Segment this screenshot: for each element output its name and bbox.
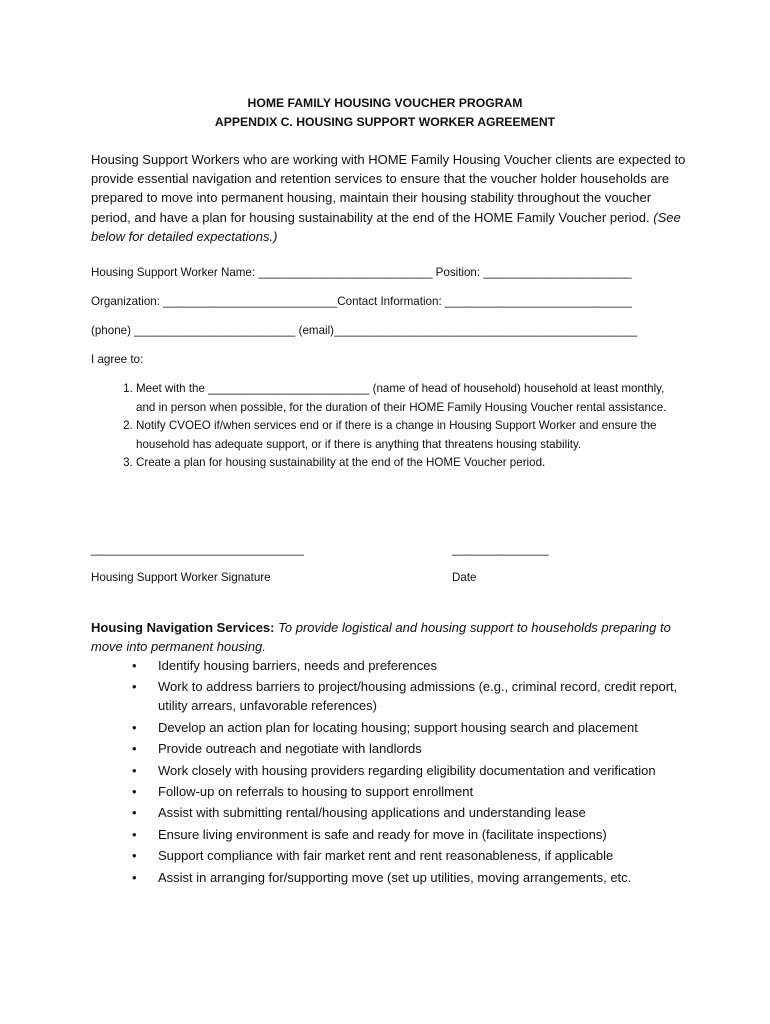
program-title: HOME FAMILY HOUSING VOUCHER PROGRAM [247, 96, 523, 110]
intro-paragraph [91, 150, 691, 246]
navigation-heading-bold: Housing Navigation Services: [91, 620, 275, 635]
agreement-item-1: 1. Meet with the _________________________ (name of head of household) household at least monthly, and in person when possible, for the duration of their HOME Family Housing Voucher rental assistance. [136, 380, 676, 417]
bullet-icon: • [132, 679, 137, 695]
bullet-icon: • [132, 826, 137, 842]
agree-label: I agree to: [91, 353, 144, 366]
organization-contact-line: Organization: ___________________________Contact Information: _____________________________ [91, 295, 632, 308]
agreement-item-3: 3. Create a plan for housing sustainability at the end of the HOME Voucher period. [136, 454, 676, 473]
signature-label: Housing Support Worker Signature [91, 571, 271, 584]
agreement-item-2: 2. Notify CVOEO if/when services end or if there is a change in Housing Support Worker and ensure the household has adequate support, or if there is anything that threatens housing stability. [136, 417, 676, 454]
bullet-icon: • [132, 805, 137, 821]
bullet-icon: • [132, 741, 137, 757]
appendix-title: APPENDIX C. HOUSING SUPPORT WORKER AGREEMENT [214, 115, 556, 129]
list-item: • Work to address barriers to project/housing admissions (e.g., criminal record, credit report, utility arrears, unfavorable references) [132, 679, 678, 714]
list-item: • Assist with submitting rental/housing applications and understanding lease [132, 805, 586, 821]
bullet-icon: • [132, 783, 137, 799]
navigation-services-heading [91, 618, 691, 656]
list-item: • Follow-up on referrals to housing to support enrollment [132, 783, 474, 799]
list-item: • Work closely with housing providers regarding eligibility documentation and verification [132, 762, 656, 778]
phone-email-line: (phone) _________________________ (email)_______________________________________________ [91, 324, 638, 337]
list-item: • Support compliance with fair market rent and rent reasonableness, if applicable [132, 848, 614, 864]
list-item: • Develop an action plan for locating housing; support housing search and placement [132, 719, 638, 735]
list-item: • Assist in arranging for/supporting move (set up utilities, moving arrangements, etc. [132, 869, 632, 885]
date-label: Date [452, 571, 477, 584]
signature-line: _________________________________ [91, 543, 304, 556]
list-item: • Provide outreach and negotiate with landlords [132, 741, 422, 757]
bullet-icon: • [132, 869, 137, 885]
list-item: • Ensure living environment is safe and ready for move in (facilitate inspections) [132, 826, 607, 842]
worker-name-position-line: Housing Support Worker Name: ___________________________ Position: _______________________ [91, 266, 632, 279]
list-item: • Identify housing barriers, needs and preferences [132, 658, 437, 673]
intro-text: Housing Support Workers who are working with HOME Family Housing Voucher clients are expected to provide essential navigation and retention services to ensure that the voucher holder households are prepared to move into permanent housing, maintain their housing stability throughout the voucher period, and have a plan for housing sustainability at the end of the HOME Family Voucher period. [91, 152, 686, 225]
bullet-icon: • [132, 762, 137, 778]
bullet-icon: • [132, 719, 137, 735]
navigation-services-list [91, 656, 691, 889]
agreement-list [91, 380, 676, 473]
navigation-heading-italic: To provide logistical and housing support to households preparing to move into permanent housing. [91, 620, 671, 654]
intro-italic-note: (See below for detailed expectations.) [91, 209, 681, 244]
bullet-icon: • [132, 658, 137, 673]
date-line: _______________ [452, 543, 549, 556]
bullet-icon: • [132, 848, 137, 864]
